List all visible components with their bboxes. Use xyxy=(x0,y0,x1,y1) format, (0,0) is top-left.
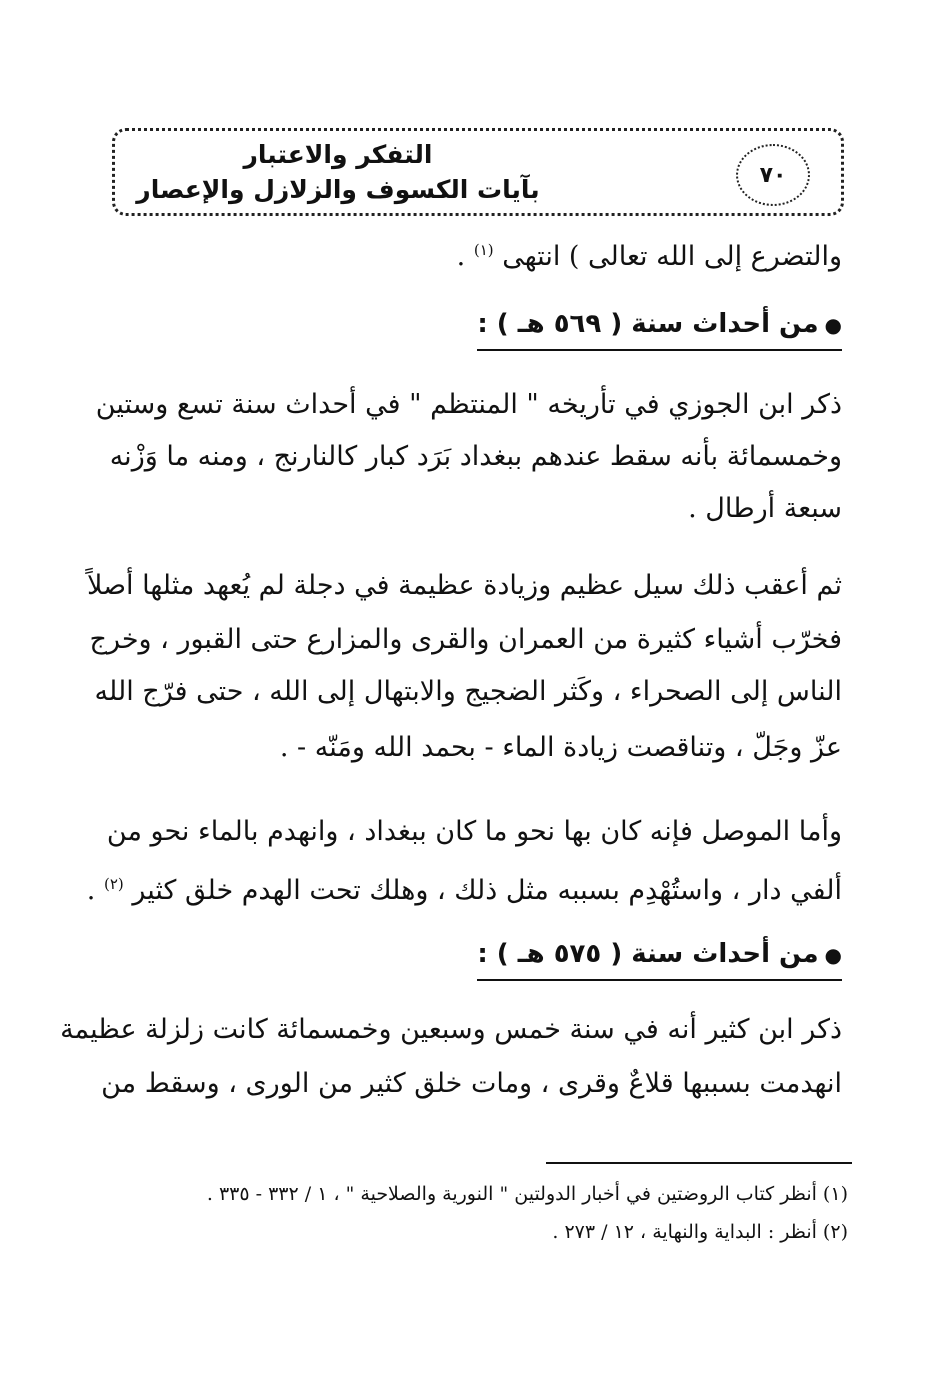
footnote-ref-1: (١) xyxy=(473,241,494,259)
paragraph-line: عزّ وجَلّ ، وتناقصت زيادة الماء - بحمد الله ومَنّه - . xyxy=(279,732,842,763)
running-header-titles xyxy=(128,138,548,208)
paragraph-line: سبعة أرطال . xyxy=(688,493,842,524)
continuation-line xyxy=(112,230,842,277)
paragraph-line: وأما الموصل فإنه كان بها نحو ما كان ببغداد ، وانهدم بالماء نحو من xyxy=(106,816,842,847)
footnote-2: (٢) أنظر : البداية والنهاية ، ١٢ / ٢٧٣ . xyxy=(552,1221,848,1243)
footnote-ref-2: (٢) xyxy=(103,875,124,893)
paragraph-line: انهدمت بسببها قلاعٌ وقرى ، ومات خلق كثير من الورى ، وسقط من xyxy=(101,1068,842,1099)
paragraph-line: فخرّب أشياء كثيرة من العمران والقرى والمزارع حتى القبور ، وخرج xyxy=(89,624,842,655)
paragraph-line: الناس إلى الصحراء ، وكَثر الضجيج والابتهال إلى الله ، حتى فرّج الله xyxy=(94,676,842,707)
section-heading-text: من أحداث سنة ( ٥٦٩ هـ ) : xyxy=(477,309,819,339)
paragraph-text: ألفي دار ، واستُهْدِم بسببه مثل ذلك ، وهلك تحت الهدم خلق كثير xyxy=(132,875,842,906)
section-heading-569 xyxy=(477,304,842,351)
paragraph-period: . xyxy=(86,875,96,906)
bullet-icon: ● xyxy=(824,943,842,967)
section-heading-text: من أحداث سنة ( ٥٧٥ هـ ) : xyxy=(477,939,819,969)
footnote-separator xyxy=(546,1162,852,1164)
paragraph-line: ذكر ابن كثير أنه في سنة خمس وسبعين وخمسمائة كانت زلزلة عظيمة xyxy=(60,1014,842,1045)
continuation-period: . xyxy=(456,241,466,272)
paragraph-line: ذكر ابن الجوزي في تأريخه " المنتظم " في أحداث سنة تسع وستين xyxy=(95,389,842,420)
paragraph-line: ثم أعقب ذلك سيل عظيم وزيادة عظيمة في دجلة لم يُعهد مثلها أصلاً xyxy=(87,570,842,601)
book-title-line-1: التفكر والاعتبار xyxy=(243,140,433,169)
footnote-1: (١) أنظر كتاب الروضتين في أخبار الدولتين " النورية والصلاحية " ، ١ / ٣٣٢ - ٣٣٥ . xyxy=(206,1183,848,1205)
page-number: ٧٠ xyxy=(736,144,810,206)
paragraph-line: وخمسمائة بأنه سقط عندهم ببغداد بَرَد كبار كالنارنج ، ومنه ما وَزْنه xyxy=(109,441,842,472)
bullet-icon: ● xyxy=(824,313,842,337)
continuation-text: والتضرع إلى الله تعالى ) انتهى xyxy=(502,241,842,272)
book-title-line-2: بآيات الكسوف والزلازل والإعصار xyxy=(136,175,540,204)
section-heading-575 xyxy=(477,934,842,981)
paragraph-line xyxy=(86,864,842,911)
